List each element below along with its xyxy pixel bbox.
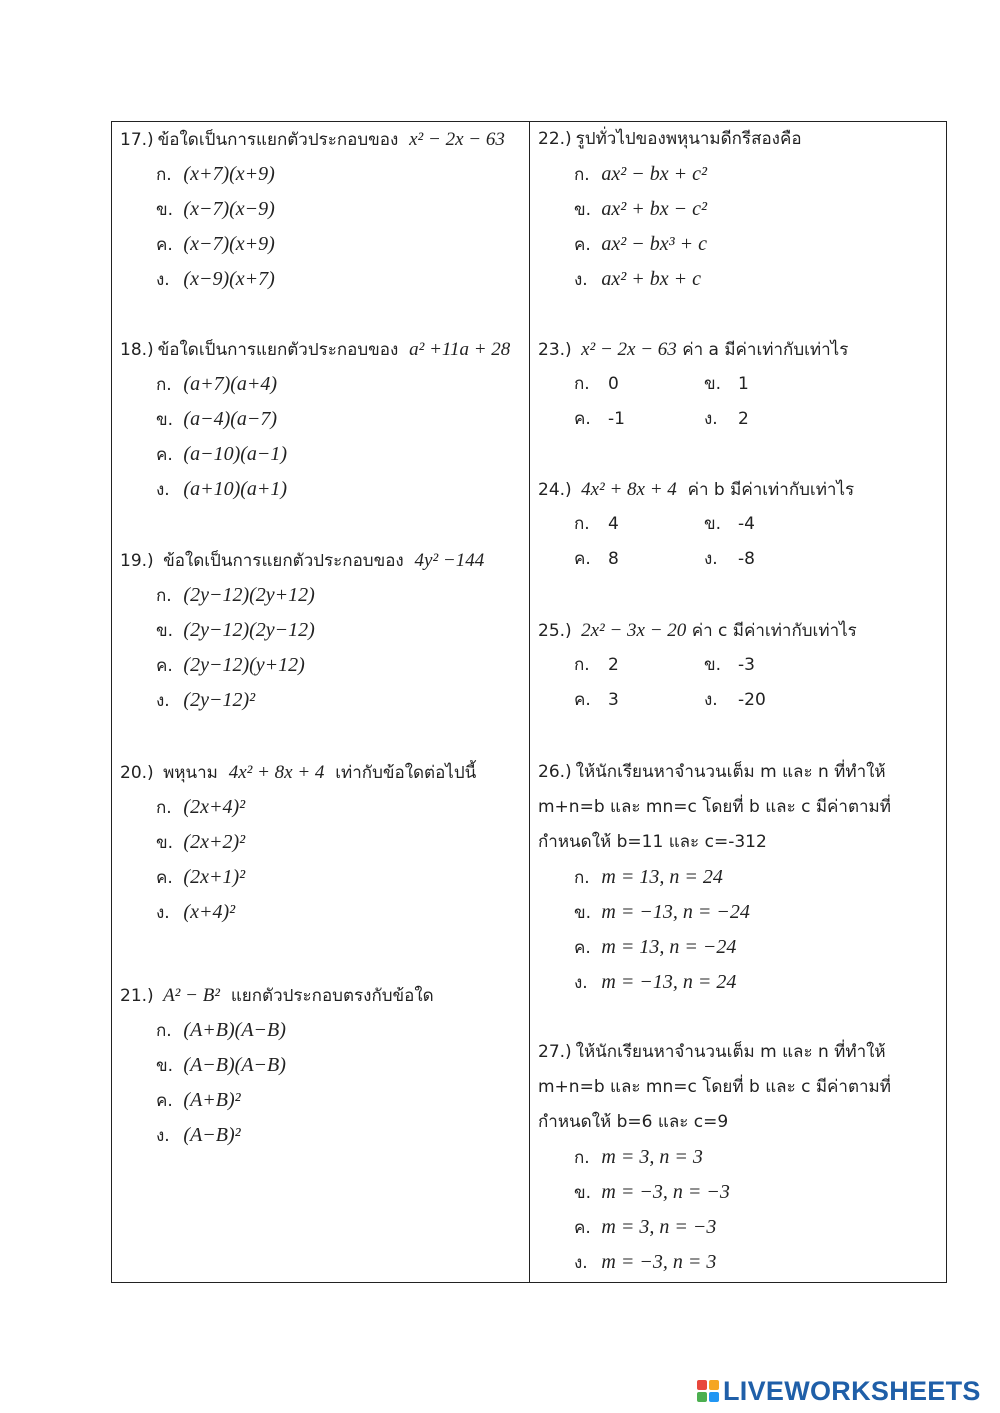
option-a[interactable]: ก. (A+B)(A−B) — [156, 1019, 286, 1041]
question-stem-line-1: 27.) ให้นักเรียนหาจำนวนเต็ม m และ n ที่ทำให้ — [538, 1042, 886, 1062]
options-row-2 — [538, 542, 943, 577]
option-c[interactable]: ค. 8 — [574, 549, 619, 569]
option-d[interactable]: ง. ax² + bx + c — [574, 268, 702, 290]
question-26 — [538, 755, 943, 1000]
question-stem: 25.) 2x² − 3x − 20 ค่า c มีค่าเท่ากับเท่าไร — [538, 620, 857, 641]
option-b[interactable]: ข. (A−B)(A−B) — [156, 1054, 286, 1076]
options-row-1 — [538, 648, 943, 683]
question-20 — [120, 755, 525, 930]
option-a[interactable]: ก. m = 13, n = 24 — [574, 866, 723, 888]
option-b[interactable]: ข. ax² + bx − c² — [574, 198, 708, 220]
column-divider — [529, 122, 530, 1282]
question-stem: 21.) A² − B² แยกตัวประกอบตรงกับข้อใด — [120, 985, 434, 1006]
option-a[interactable]: ก. (2y−12)(2y+12) — [156, 584, 315, 606]
question-stem: 18.) ข้อใดเป็นการแยกตัวประกอบของ a² +11a + 28 — [120, 339, 511, 360]
option-c[interactable]: ค. 3 — [574, 690, 619, 710]
option-a[interactable]: ก. 4 — [574, 514, 619, 534]
option-b[interactable]: ข. (x−7)(x−9) — [156, 198, 275, 220]
liveworksheets-logo[interactable] — [697, 1376, 981, 1406]
option-c[interactable]: ค. (2y−12)(y+12) — [156, 654, 305, 676]
logo-square-4 — [709, 1392, 719, 1402]
question-stem: 19.) ข้อใดเป็นการแยกตัวประกอบของ 4y² −144 — [120, 550, 485, 571]
option-a[interactable]: ก. 0 — [574, 374, 619, 394]
option-d[interactable]: ง. (2y−12)² — [156, 689, 256, 711]
question-stem-line-2: m+n=b และ mn=c โดยที่ b และ c มีค่าตามที่ — [538, 797, 891, 817]
option-b[interactable]: ข. (2y−12)(2y−12) — [156, 619, 315, 641]
option-d[interactable]: ง. m = −3, n = 3 — [574, 1251, 717, 1273]
option-a[interactable]: ก. (2x+4)² — [156, 796, 246, 818]
option-d[interactable]: ง. (A−B)² — [156, 1124, 241, 1146]
option-c[interactable]: ค. m = 13, n = −24 — [574, 936, 737, 958]
question-stem: 20.) พหุนาม 4x² + 8x + 4 เท่ากับข้อใดต่อไปนี้ — [120, 762, 477, 783]
worksheet-table — [111, 121, 947, 1283]
option-a[interactable]: ก. (x+7)(x+9) — [156, 163, 275, 185]
question-17 — [120, 122, 525, 297]
option-a[interactable]: ก. m = 3, n = 3 — [574, 1146, 703, 1168]
question-stem-line-3: กำหนดให้ b=6 และ c=9 — [538, 1112, 729, 1132]
option-c[interactable]: ค. -1 — [574, 409, 625, 429]
question-23 — [538, 332, 943, 437]
option-c[interactable]: ค. m = 3, n = −3 — [574, 1216, 717, 1238]
question-stem: 23.) x² − 2x − 63 ค่า a มีค่าเท่ากับเท่าไร — [538, 339, 849, 360]
logo-square-2 — [709, 1380, 719, 1390]
question-19 — [120, 543, 525, 718]
option-a[interactable]: ก. ax² − bx + c² — [574, 163, 708, 185]
option-d[interactable]: ง. m = −13, n = 24 — [574, 971, 737, 993]
logo-square-3 — [697, 1392, 707, 1402]
option-c[interactable]: ค. (x−7)(x+9) — [156, 233, 275, 255]
question-stem-line-3: กำหนดให้ b=11 และ c=-312 — [538, 832, 767, 852]
option-c[interactable]: ค. ax² − bx³ + c — [574, 233, 708, 255]
logo-text: LIVEWORKSHEETS — [723, 1375, 981, 1406]
option-b[interactable]: ข. -4 — [704, 514, 755, 534]
question-25 — [538, 613, 943, 718]
option-d[interactable]: ง. -8 — [704, 549, 755, 569]
option-b[interactable]: ข. -3 — [704, 655, 755, 675]
logo-square-1 — [697, 1380, 707, 1390]
question-27 — [538, 1035, 943, 1280]
question-stem: 22.) รูปทั่วไปของพหุนามดีกรีสองคือ — [538, 129, 802, 149]
options-row-1 — [538, 507, 943, 542]
option-b[interactable]: ข. 1 — [704, 374, 749, 394]
option-a[interactable]: ก. (a+7)(a+4) — [156, 373, 278, 395]
option-d[interactable]: ง. -20 — [704, 690, 766, 710]
option-b[interactable]: ข. (a−4)(a−7) — [156, 408, 278, 430]
option-d[interactable]: ง. (x+4)² — [156, 901, 236, 923]
option-d[interactable]: ง. (x−9)(x+7) — [156, 268, 275, 290]
options-row-2 — [538, 683, 943, 718]
option-d[interactable]: ง. 2 — [704, 409, 749, 429]
question-stem: 17.) ข้อใดเป็นการแยกตัวประกอบของ x² − 2x − 63 — [120, 129, 505, 150]
option-b[interactable]: ข. (2x+2)² — [156, 831, 246, 853]
question-stem: 24.) 4x² + 8x + 4 ค่า b มีค่าเท่ากับเท่าไร — [538, 479, 855, 500]
options-row-1 — [538, 367, 943, 402]
question-22 — [538, 122, 943, 297]
option-a[interactable]: ก. 2 — [574, 655, 619, 675]
option-c[interactable]: ค. (a−10)(a−1) — [156, 443, 288, 465]
option-c[interactable]: ค. (A+B)² — [156, 1089, 241, 1111]
option-c[interactable]: ค. (2x+1)² — [156, 866, 246, 888]
question-24 — [538, 472, 943, 577]
option-d[interactable]: ง. (a+10)(a+1) — [156, 478, 288, 500]
logo-grid-icon — [697, 1380, 719, 1402]
question-stem-line-1: 26.) ให้นักเรียนหาจำนวนเต็ม m และ n ที่ทำให้ — [538, 762, 886, 782]
options-row-2 — [538, 402, 943, 437]
question-stem-line-2: m+n=b และ mn=c โดยที่ b และ c มีค่าตามที่ — [538, 1077, 891, 1097]
option-b[interactable]: ข. m = −13, n = −24 — [574, 901, 750, 923]
option-b[interactable]: ข. m = −3, n = −3 — [574, 1181, 730, 1203]
question-21 — [120, 978, 525, 1153]
question-18 — [120, 332, 525, 507]
